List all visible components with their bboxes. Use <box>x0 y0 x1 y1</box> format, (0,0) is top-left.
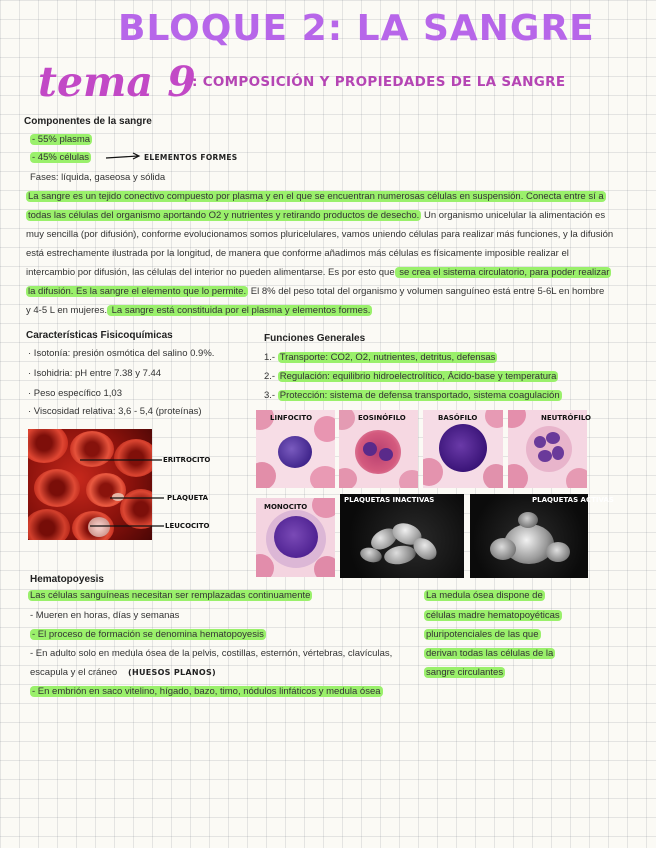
caracteristica-item: · Isohidria: pH entre 7.38 y 7.44 <box>28 368 162 379</box>
medula-note-line: La medula ósea dispone de <box>426 590 543 601</box>
leucocito-label: LEUCOCITO <box>165 522 210 530</box>
funcion-num: 1.- <box>264 352 278 363</box>
medula-note-line: derivan todas las células de la <box>426 648 554 659</box>
sangre-paragraph <box>26 187 631 320</box>
paragraph-text: intercambio por difusión, las células del interior no pueden alimentarse. Es por esto que <box>26 267 395 278</box>
funcion-item: Transporte: CO2, O2, nutrientes, detritus, defensas <box>279 352 496 363</box>
elementos-formes-note: ELEMENTOS FORMES <box>144 153 238 162</box>
tema-subtitle: : COMPOSICIÓN Y PROPIEDADES DE LA SANGRE <box>192 74 566 90</box>
hematopoyesis-item: - El proceso de formación se denomina hematopoyesis <box>32 629 264 640</box>
paragraph-highlight: se crea el sistema circulatorio, para poder realizar <box>396 267 610 278</box>
paragraph-text: El 8% del peso total del organismo y volumen sanguíneo está entre 5-6L en hombre <box>248 286 605 297</box>
neutrofilo-label: NEUTRÓFILO <box>541 414 591 422</box>
monocito-label: MONOCITO <box>264 503 308 511</box>
paragraph-highlight: todas las células del organismo aportando O2 y nutrientes y retirando productos de desecho. <box>28 210 420 221</box>
caracteristica-item: · Peso específico 1,03 <box>28 388 122 399</box>
funciones-header: Funciones Generales <box>264 333 366 344</box>
funcion-num: 3.- <box>264 390 278 401</box>
hematopoyesis-header: Hematopoyesis <box>30 574 104 585</box>
paragraph-text: Un organismo unicelular la alimentación es <box>421 210 606 221</box>
eritrocito-label: ERITROCITO <box>163 456 211 464</box>
hematopoyesis-item: - Mueren en horas, días y semanas <box>30 610 180 621</box>
caracteristica-item: · Isotonía: presión osmótica del salino 0.9%. <box>28 348 215 359</box>
plaquetas-activas-label: PLAQUETAS ACTIVAS <box>532 496 614 504</box>
hematopoyesis-item: - En embrión en saco vitelino, hígado, bazo, timo, nódulos linfáticos y medula ósea <box>32 686 381 697</box>
funcion-item: Protección: sistema de defensa transportado, sistema coagulación <box>279 390 560 401</box>
medula-note-line: pluripotenciales de las que <box>426 629 539 640</box>
paragraph-highlight: La sangre está constituida por el plasma y elementos formes. <box>108 305 371 316</box>
paragraph-highlight: la difusión. Es la sangre el elemento que lo permite. <box>28 286 247 297</box>
eosinofilo-label: EOSINÓFILO <box>358 414 406 422</box>
celulas-item: - 45% células <box>32 152 90 163</box>
funcion-num: 2.- <box>264 371 278 382</box>
tema-label: tema 9 <box>38 58 196 106</box>
huesos-planos-note: (HUESOS PLANOS) <box>128 668 216 677</box>
plaquetas-inactivas-image <box>340 494 464 578</box>
medula-note-line: sangre circulantes <box>426 667 504 678</box>
paragraph-text: y 4-5 L en mujeres. <box>26 305 107 316</box>
hematopoyesis-intro: Las células sanguíneas necesitan ser remplazadas continuamente <box>30 590 311 601</box>
paragraph-text: muy sencilla (por difusión), conforme evolucionamos somos pluricelulares, vamos uniendo células para realizar más funciones, y la difusión <box>26 229 614 240</box>
linfocito-label: LINFOCITO <box>270 414 313 422</box>
fases-text: Fases: líquida, gaseosa y sólida <box>30 172 166 183</box>
caracteristica-item: · Viscosidad relativa: 3,6 - 5,4 (proteínas) <box>28 406 202 417</box>
componentes-header: Componentes de la sangre <box>24 116 152 127</box>
hematopoyesis-item: - En adulto solo en medula ósea de la pelvis, costillas, esternón, vértebras, clavículas, <box>30 648 393 659</box>
paragraph-text: está estrechamente ilustrada por la longitud, de manera que conforme añadimos más células es físicamente imposible realizar el <box>26 248 569 259</box>
paragraph-highlight: La sangre es un tejido conectivo compuesto por plasma y en el que se encuentran numerosas células en suspensión. Conecta entre sí a <box>28 191 604 202</box>
plaquetas-activas-image <box>470 494 614 578</box>
plasma-item: - 55% plasma <box>32 134 91 145</box>
funcion-item: Regulación: equilibrio hidroelectrolítico, Ácido-base y temperatura <box>279 371 557 382</box>
page-title: BLOQUE 2: LA SANGRE <box>118 8 595 49</box>
medula-note-line: células madre hematopoyéticas <box>426 610 560 621</box>
caracteristicas-header: Características Fisicoquímicas <box>26 330 173 341</box>
plaquetas-inactivas-label: PLAQUETAS INACTIVAS <box>344 496 435 504</box>
hematopoyesis-item: escapula y el cráneo <box>30 667 118 678</box>
basofilo-label: BASÓFILO <box>438 414 478 422</box>
blood-pointer-lines <box>80 455 170 535</box>
plaqueta-label: PLAQUETA <box>167 494 209 502</box>
arrow-icon <box>104 151 144 163</box>
